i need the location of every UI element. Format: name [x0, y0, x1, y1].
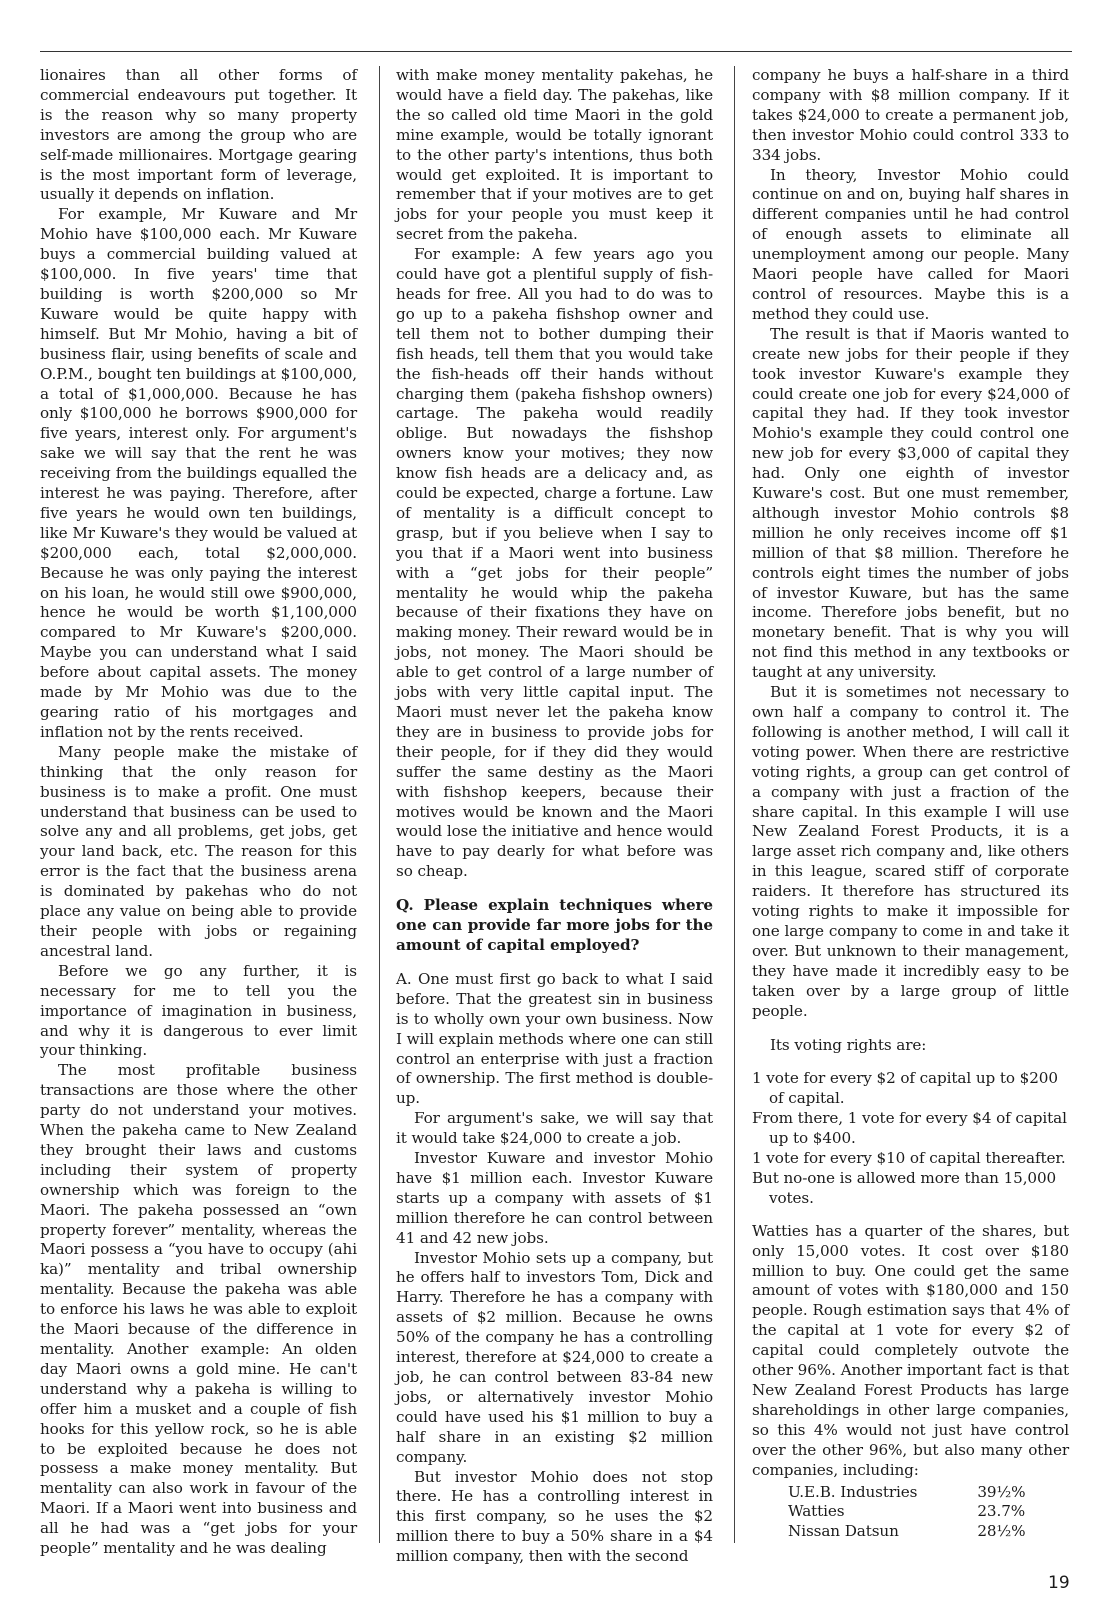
share-percent: 28½% [977, 1522, 1026, 1541]
company-name: Nissan Datsun [788, 1522, 899, 1541]
voting-rule: 1 vote for every $10 of capital thereafter. [752, 1149, 1066, 1168]
paragraph: with make money mentality pakehas, he would have a field day. The pakehas, like the so called old time Maori in the gold mine example, would be totally ignorant to the other party's intentions, thus both would get exploited. It is important to remember that if your motives are to get jobs for your people you must keep it secret from the pakeha. [396, 66, 713, 244]
share-percent: 23.7% [977, 1502, 1026, 1521]
column-2 [396, 66, 713, 1567]
voting-rules-list [752, 1069, 1069, 1208]
paragraph: In theory, Investor Mohio could continue on and on, buying half shares in different companies until he had control of enough assets to eliminate all unemployment among our people. Many Maori people have called for Maori control of resources. Maybe this is a method they could use. [752, 165, 1069, 323]
voting-rule: 1 vote for every $2 of capital up to $200 of capital. [752, 1069, 1058, 1108]
company-name: U.E.B. Industries [788, 1482, 918, 1501]
paragraph: Before we go any further, it is necessary for me to tell you the importance of imagination in business, and why it is dangerous to ever limit your thinking. [40, 961, 357, 1060]
share-percent: 39½% [977, 1482, 1026, 1501]
table-row [788, 1522, 1025, 1542]
paragraph: lionaires than all other forms of commercial endeavours put together. It is the reason why so many property investors are among the group who are self-made millionaires. Mortgage gearing is the most important form of leverage, usually it depends on inflation. [40, 66, 357, 204]
answer-text: One must first go back to what I said before. That the greatest sin in business is to wholly own your own business. Now I will explain methods where one can still control an enterprise with just a fraction of ownership. The first method is double-up. [396, 969, 714, 1108]
paragraph: Investor Kuware and investor Mohio have $1 million each. Investor Kuware starts up a company with assets of $1 million therefore he can control between 41 and 42 new jobs. [396, 1149, 713, 1247]
table-row [788, 1483, 1025, 1503]
table-row [788, 1502, 1025, 1522]
column-1 [40, 66, 357, 1559]
paragraph: Watties has a quarter of the shares, but only 15,000 votes. It cost over $180 million to buy. One could get the same amount of votes with $180,000 and 150 people. Rough estimation says that 4% of the capital at 1 vote for every $2 of capital could completely outvote the other 96%. Another important fact is that New Zealand Forest Products has large shareholdings in other large companies, so this 4% would not just have control over the other 96%, but also many other companies, including: [752, 1221, 1069, 1479]
answer-label: A. [396, 969, 412, 988]
paragraph: Investor Mohio sets up a company, but he offers half to investors Tom, Dick and Harry. Therefore he has a company with assets of $2 million. Because he owns 50% of the company he has a controlling interest, therefore at $24,000 to create a job, he can control between 83-84 new jobs, or alternatively investor Mohio could have used his $1 million to buy a half share in an existing $2 million company. [396, 1248, 713, 1466]
paragraph: For example, Mr Kuware and Mr Mohio have $100,000 each. Mr Kuware buys a commercial building valued at $100,000. In five years' time that building is worth $200,000 so Mr Kuware would be quite happy with himself. But Mr Mohio, having a bit of business flair, using benefits of scale and O.P.M., bought ten buildings at $100,000, a total of $1,000,000. Because he has only $100,000 he borrows $900,000 for five years, interest only. For argument's sake we will say that the rent he was receiving from the buildings equalled the interest he was paying. Therefore, after five years he would own ten buildings, like Mr Kuware's they would be valued at $200,000 each, total $2,000,000. Because he was only paying the interest on his loan, he would still owe $900,000, hence he would be worth $1,100,000 compared to Mr Kuware's $200,000. Maybe you can understand what I said before about capital assets. The money made by Mr Mohio was due to the gearing ratio of his mortgages and inflation not by the rents received. [40, 205, 357, 741]
top-rule [40, 51, 1072, 52]
company-name: Watties [788, 1502, 845, 1521]
paragraph: For argument's sake, we will say that it would take $24,000 to create a job. [396, 1109, 713, 1148]
paragraph: But it is sometimes not necessary to own half a company to control it. The following is another method, I will call it voting power. When there are restrictive voting rights, a group can get control of a company with just a fraction of the share capital. In this example I will use New Zealand Forest Products, it is a large asset rich company and, like others in this league, scared stiff of corporate raiders. It therefore has structured its voting rights to make it impossible for one large company to come in and take it over. But unknown to their management, they have made it incredibly easy to be taken over by a large group of little people. [752, 683, 1069, 1020]
interview-question: Q. Please explain techniques where one can provide far more jobs for the amount of capital employed? [396, 896, 713, 954]
paragraph: For example: A few years ago you could have got a plentiful supply of fish-heads for free. All you had to do was to go up to a pakeha fishshop owner and tell them not to bother dumping their fish heads, tell them that you would take the fish-heads off their hands without charging them (pakeha fishshop owners) cartage. The pakeha would readily oblige. But nowadays the fishshop owners know your motives; they now know fish heads are a delicacy and, as could be expected, charge a fortune. Law of mentality is a difficult concept to grasp, but if you believe when I say to you that if a Maori went into business with a “get jobs for their people” mentality he would whip the pakeha because of their fixations they have on making money. Their reward would be in jobs, not money. The Maori should be able to get control of a large number of jobs with very little capital input. The Maori must never let the pakeha know they are in business to provide jobs for their people, for if they did they would suffer the same destiny as the Maori with fishshop keepers, because their motives would be known and the Maori would lose the initiative and hence would have to pay dearly for what before was so cheap. [396, 245, 713, 881]
column-3 [752, 66, 1069, 1542]
paragraph: company he buys a half-share in a third company with $8 million company. If it takes $24,000 to create a permanent job, then investor Mohio could control 333 to 334 jobs. [752, 66, 1069, 164]
voting-rule: From there, 1 vote for every $4 of capital up to $400. [752, 1109, 1067, 1148]
paragraph: The most profitable business transactions are those where the other party do not understand your motives. When the pakeha came to New Zealand they brought their laws and customs including their system of property ownership which was foreign to the Maori. The pakeha possessed an “own property forever” mentality, whereas the Maori possess a “you have to occupy (ahi ka)” mentality and tribal ownership mentality. Because the pakeha was able to enforce his laws he was able to exploit the Maori because of the difference in mentality. Another example: An olden day Maori owns a gold mine. He can't understand why a pakeha is willing to offer him a musket and a couple of fish hooks for this yellow rock, so he is able to be exploited because he does not possess a make money mentality. But mentality can also work in favour of the Maori. If a Maori went into business and all he had was a “get jobs for your people” mentality and he was dealing [40, 1061, 357, 1558]
paragraph: But investor Mohio does not stop there. He has a controlling interest in this first company, so he uses the $2 million there to buy a 50% share in a $4 million company, then with the second [396, 1467, 713, 1566]
voting-rights-intro: Its voting rights are: [770, 1035, 927, 1054]
column-divider [379, 66, 380, 1543]
paragraph: Many people make the mistake of thinking that the only reason for business is to make a profit. One must understand that business can be used to solve any and all problems, get jobs, get your land back, etc. The reason for this error is the fact that the business arena is dominated by pakehas who do not place any value on being able to provide their people with jobs or regaining ancestral land. [40, 742, 357, 960]
shareholdings-table [788, 1483, 1025, 1543]
answer-paragraph [396, 970, 713, 1109]
column-divider [734, 66, 735, 1543]
page-number: 19 [1048, 1573, 1070, 1593]
paragraph: The result is that if Maoris wanted to create new jobs for their people if they took investor Kuware's example they could create one job for every $24,000 of capital they had. If they took investor Mohio's example they could control one new job for every $3,000 of capital they had. Only one eighth of investor Kuware's cost. But one must remember, although investor Mohio controls $8 million he only receives income off $1 million of that $8 million. Therefore he controls eight times the number of jobs of investor Kuware, but has the same income. Therefore jobs benefit, but no monetary benefit. That is why you will not find this method in any textbooks or taught at any university. [752, 324, 1069, 682]
voting-rule: But no-one is allowed more than 15,000 votes. [752, 1168, 1057, 1207]
